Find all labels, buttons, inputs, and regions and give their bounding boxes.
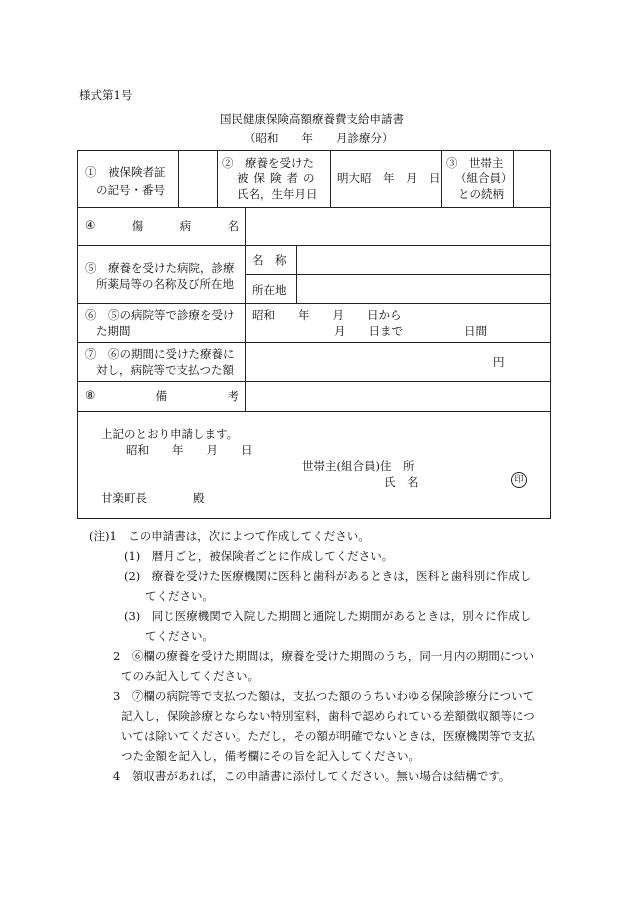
note-3-cont-2: いては除いてください。ただし，その額が明確でないときは，医療機関等で支払	[121, 729, 535, 743]
household-head-label-2: （組合員）	[455, 171, 513, 185]
disease-char-1: 傷	[131, 219, 144, 233]
note-3-cont-3: つた金額を記入し，備考欄にその旨を記入してください。	[121, 749, 420, 763]
note-4: 4 領収書があれば，この申請書に添付してください。無い場合は結構です。	[113, 769, 511, 783]
note-1-3: (3) 同じ医療機関で入院した期間と通院した期間があるときは，別々に作成し	[124, 609, 532, 623]
form-title: 国民健康保険高額療養費支給申請書	[220, 112, 404, 126]
period-label-2: た期間	[96, 324, 131, 338]
hospital-address-label: 所在地	[252, 283, 287, 297]
note-1-3-cont: てください。	[145, 629, 214, 643]
recipient-label-1: ② 療養を受けた	[222, 156, 314, 170]
note-3-cont-1: 記入し，保険診療とならない特別室料，歯科で認められている差額徴収額等につ	[121, 709, 535, 723]
disease-char-2: 病	[179, 219, 192, 233]
household-head-label-1: ③ 世帯主	[446, 156, 504, 170]
hospital-label-2: 所薬局等の名称及び所在地	[96, 277, 234, 291]
birth-era-date: 明大昭 年 月 日	[337, 171, 441, 185]
addressee: 甘楽町長 殿	[101, 491, 205, 505]
period-label-1: ⑥ ⑤の病院等で診療を受け	[85, 308, 235, 322]
note-1-2: (2) 療養を受けた医療機関に医科と歯科があるときは，医科と歯科別に作成し	[124, 569, 532, 583]
note-1-1: (1) 暦月ごと，被保険者ごとに作成してください。	[124, 549, 394, 563]
period-from: 昭和 年 月 日から	[252, 308, 402, 322]
note-2: 2 ⑥欄の療養を受けた期間は，療養を受けた期間のうち，同一月内の期間につい	[113, 649, 535, 663]
household-head-label-3: との続柄	[458, 187, 504, 201]
form-number: 様式第1号	[79, 88, 133, 102]
seal-mark: 印	[511, 472, 527, 488]
note-3: 3 ⑦欄の病院等で支払つた額は，支払つた額のうちいわゆる保険診療分について	[113, 689, 535, 703]
disease-num: ④	[85, 218, 96, 232]
application-date: 昭和 年 月 日	[126, 443, 253, 457]
hospital-label-1: ⑤ 療養を受けた病院，診療	[85, 261, 235, 275]
payment-label-1: ⑦ ⑥の期間に受けた療養に	[85, 347, 235, 361]
period-to: 月 日まで	[334, 324, 403, 338]
remarks-char-1: 備	[155, 389, 168, 403]
recipient-label-3: 氏名，生年月日	[237, 187, 318, 201]
disease-name-label	[85, 218, 239, 234]
payment-label-2: 対し，病院等で支払つた額	[96, 363, 234, 377]
period-days: 日間	[464, 324, 487, 338]
applicant-name-label: 氏 名	[384, 475, 419, 489]
note-1: (注)1 この申請書は，次によつて作成してください。	[89, 529, 370, 543]
remarks-char-2: 考	[227, 389, 239, 403]
hospital-name-label: 名 称	[252, 253, 287, 267]
yen-unit: 円	[493, 355, 505, 369]
remarks-num: ⑧	[85, 388, 96, 402]
remarks-label	[85, 388, 239, 404]
declaration-text: 上記のとおり申請します。	[101, 427, 239, 441]
disease-char-3: 名	[227, 219, 239, 233]
note-1-2-cont: てください。	[145, 589, 214, 603]
note-2-cont: てのみ記入してください。	[121, 669, 259, 683]
applicant-address-label: 世帯主(組合員)住 所	[302, 459, 415, 473]
recipient-label-2: 被保険者の	[237, 171, 320, 185]
insured-card-label-2: の記号・番号	[96, 183, 165, 197]
insured-card-label-1: ① 被保険者証	[85, 165, 166, 179]
form-subtitle: （昭和 年 月診療分）	[244, 131, 394, 145]
